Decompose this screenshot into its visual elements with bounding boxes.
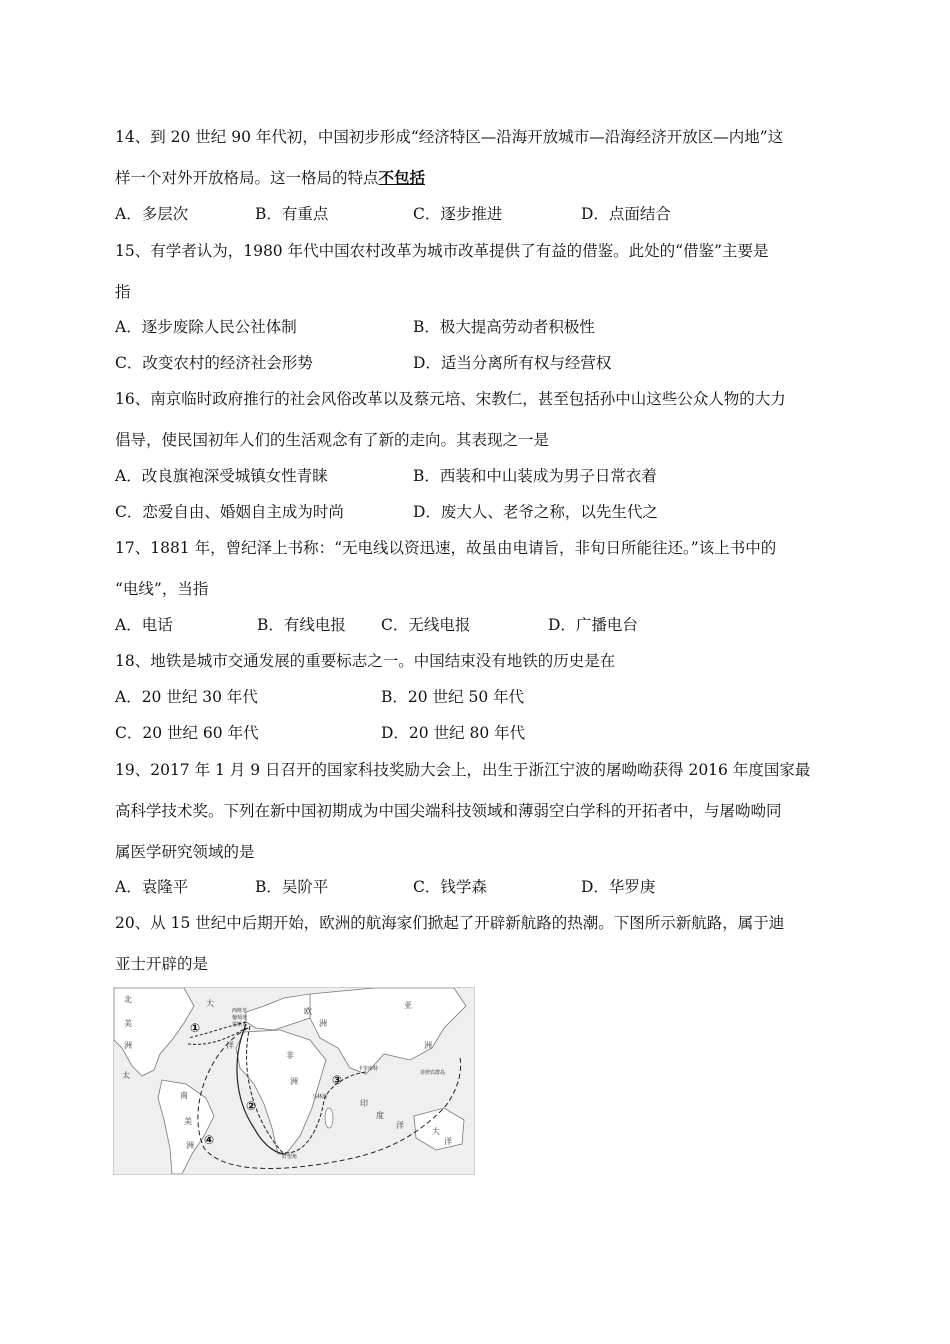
map-label-ya: 亚 [404,1001,412,1010]
q17-line1: 17、1881 年，曾纪泽上书称：“无电线以资迅速，故虽由电请旨，非旬日所能往还。”该上书中的 [115,539,777,557]
route-number-4: ④ [204,1133,215,1147]
q17-line2: “电线”，当指 [115,580,209,598]
q19-line1: 19、2017 年 1 月 9 日召开的国家科技奖励大会上，出生于浙江宁波的屠呦呦获得 2016 年度国家最 [115,761,811,779]
map-label-zhou-as: 洲 [424,1041,432,1050]
q14-line2 [115,168,425,188]
q19-line2: 高科学技术奖。下列在新中国初期成为中国尖端科技领域和薄弱空白学科的开拓者中，与屠呦呦同 [115,802,782,820]
q15-line1: 15、有学者认为，1980 年代中国农村改革为城市改革提供了有益的借鉴。此处的“借鉴”主要是 [115,242,769,260]
q14-line2-text: 样一个对外开放格局。这一格局的特点 [115,169,379,187]
q18-option-b[interactable]: B．20 世纪 50 年代 [381,688,525,706]
map-label-zhou-af: 洲 [290,1077,298,1086]
route-number-3: ③ [332,1073,343,1087]
q20-line2: 亚士开辟的是 [115,955,209,973]
q20-line1: 20、从 15 世纪中后期开始，欧洲的航海家们掀起了开辟新航路的热潮。下图所示新航路，属于迪 [115,914,785,932]
route-number-2: ② [246,1099,257,1113]
map-label-yin: 印 [360,1099,368,1108]
map-label-du: 度 [376,1111,384,1120]
q19-option-c[interactable]: C．钱学森 [413,878,487,896]
map-label-yang: 洋 [396,1121,404,1130]
q14-option-d[interactable]: D．点面结合 [581,205,671,223]
map-label-cape: 好望角 [282,1154,298,1160]
map-label-zhou-eu: 洲 [319,1019,327,1028]
q18-option-a[interactable]: A．20 世纪 30 年代 [115,688,258,706]
q19-line3: 属医学研究领域的是 [115,843,255,861]
asia-shape [310,988,466,1074]
q16-option-b[interactable]: B．西装和中山装成为男子日常衣着 [413,467,657,485]
q14-line1: 14、到 20 世纪 90 年代初，中国初步形成“经济特区—沿海开放城市—沿海经济开放区—内地”这 [115,128,784,146]
q14-option-b[interactable]: B．有重点 [255,205,329,223]
q15-option-c[interactable]: C．改变农村的经济社会形势 [115,354,313,372]
map-label-tai: 太 [122,1071,130,1080]
map-label-zhou1: 洲 [124,1041,132,1050]
q16-line1: 16、南京临时政府推行的社会风俗改革以及蔡元培、宋教仁，甚至包括孙中山这些公众人物的大力 [115,390,786,408]
map-label-calicut: 卡里库特 [358,1066,379,1072]
map-label-philippines: 菲律宾群岛 [420,1070,446,1076]
map-label-palos: 里斯本 [232,1022,248,1028]
q18-option-c[interactable]: C．20 世纪 60 年代 [115,724,259,742]
q16-option-d[interactable]: D．废大人、老爷之称，以先生代之 [413,503,658,521]
q19-option-a[interactable]: A．袁隆平 [115,878,189,896]
map-label-da1: 大 [206,999,214,1008]
q14-option-a[interactable]: A．多层次 [115,205,189,223]
map-label-fei: 非 [286,1051,294,1060]
q15-line2: 指 [115,283,131,301]
q15-option-b[interactable]: B．极大提高劳动者积极性 [413,318,595,336]
map-label-nan: 南 [180,1091,188,1100]
q17-option-b[interactable]: B．有线电报 [257,616,346,634]
q18-line1: 18、地铁是城市交通发展的重要标志之一。中国结束没有地铁的历史是在 [115,652,616,670]
q17-option-c[interactable]: C．无线电报 [381,616,471,634]
map-label-mei2: 美 [184,1117,192,1126]
madagascar-shape [325,1108,333,1128]
q17-option-a[interactable]: A．电话 [115,616,173,634]
map-label-mei1: 美 [124,1019,132,1028]
q16-line2: 倡导，使民国初年人们的生活观念有了新的走向。其表现之一是 [115,431,550,449]
q15-option-d[interactable]: D．适当分离所有权与经营权 [413,354,612,372]
map-label-da2: 大 [432,1127,440,1136]
q14-option-c[interactable]: C．逐步推进 [413,205,503,223]
map-label-portugal: 葡萄牙 [232,1015,248,1021]
map-label-zhou2: 洲 [186,1141,194,1150]
q18-option-d[interactable]: D．20 世纪 80 年代 [381,724,526,742]
q19-option-d[interactable]: D．华罗庚 [581,878,656,896]
map-label-north: 北 [124,995,132,1004]
q16-option-a[interactable]: A．改良旗袍深受城镇女性青睐 [115,467,328,485]
voyages-map [113,987,475,1175]
q15-option-a[interactable]: A．逐步废除人民公社体制 [115,318,297,336]
map-label-spain: 西班牙 [232,1008,248,1014]
voyages-map-svg [114,988,474,1174]
q19-option-b[interactable]: B．吴阶平 [255,878,329,896]
q16-option-c[interactable]: C．恋爱自由、婚姻自主成为时尚 [115,503,344,521]
map-label-yang2: 洋 [226,1041,234,1050]
route-number-1: ① [190,1021,201,1035]
q17-option-d[interactable]: D．广播电台 [548,616,638,634]
map-label-ou: 欧 [304,1007,312,1016]
q14-emphasis: 不包括 [378,168,426,187]
map-label-malindi: 马林迪 [312,1094,328,1100]
map-label-yang3: 洋 [444,1137,452,1146]
